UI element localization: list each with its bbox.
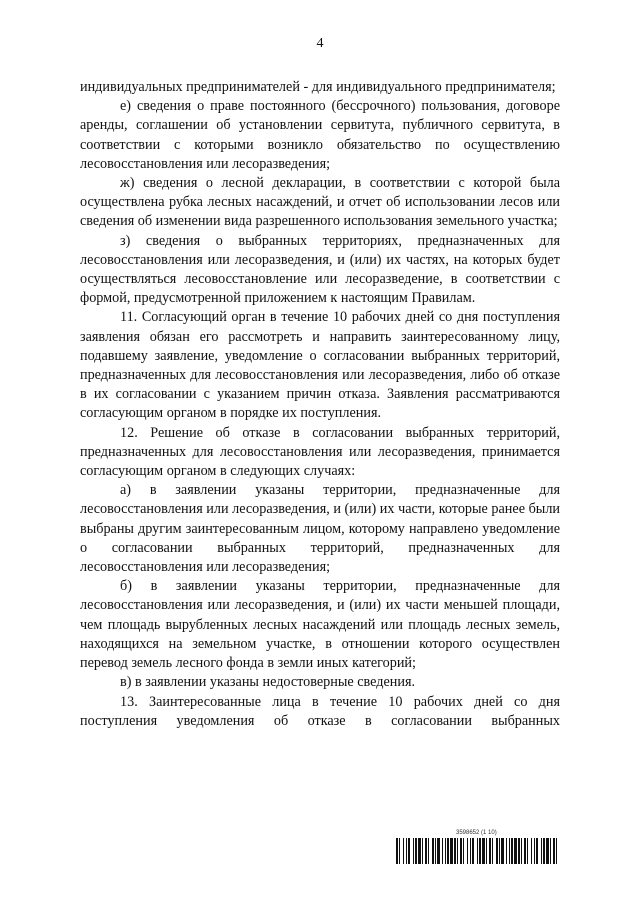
document-body [80, 78, 560, 731]
document-stamp-id: 3598652 (1 10) [456, 830, 497, 836]
paragraph-0: индивидуальных предпринимателей - для индивидуального предпринимателя; [80, 79, 556, 95]
paragraph-1: е) сведения о праве постоянного (бессрочного) пользования, договоре аренды, соглашении об установлении сервитута, публичного сервитута, в соответствии с которыми возникло обязательство по осуществлению лесовосстановления или лесоразведения; [80, 98, 560, 172]
paragraph-2: ж) сведения о лесной декларации, в соответствии с которой была осуществлена рубка лесных насаждений, и отчет об использовании лесов или сведения об изменении вида разрешенного использования земельного участка; [80, 175, 560, 230]
page-number: 4 [316, 36, 324, 51]
barcode-icon [396, 838, 558, 864]
paragraph-7: б) в заявлении указаны территории, предназначенные для лесовосстановления или лесоразведения, и (или) их части меньшей площади, чем площадь вырубленных лесных насаждений или площадь лесных земель, находящихся на земельном участке, в отношении которого осуществлен перевод земель лесного фонда в земли иных категорий; [80, 578, 560, 672]
paragraph-8: в) в заявлении указаны недостоверные сведения. [120, 674, 416, 691]
paragraph-3: з) сведения о выбранных территориях, предназначенных для лесовосстановления или лесоразведения, и (или) их частях, на которых будет осуществляться лесовосстановление или лесоразведение, в соответствии с формой, предусмотренной приложением к настоящим Правилам. [80, 232, 560, 307]
paragraph-6: а) в заявлении указаны территории, предназначенные для лесовосстановления или лесоразведения, и (или) их части, которые ранее были выбраны другим заинтересованным лицом, которому направлено уведомление о согласовании выбранных территорий, предназначенных для лесовосстановления или лесоразведения; [80, 482, 560, 576]
paragraph-9: 13. Заинтересованные лица в течение 10 рабочих дней со дня поступления уведомления об отказе в согласовании выбранных [80, 693, 560, 729]
paragraph-5: 12. Решение об отказе в согласовании выбранных территорий, предназначенных для лесовосстановления или лесоразведения, принимается согласующим органом в следующих случаях: [80, 424, 560, 480]
paragraph-4: 11. Согласующий орган в течение 10 рабочих дней со дня поступления заявления обязан его рассмотреть и направить заинтересованному лицу, подавшему заявление, уведомление о согласовании выбранных территорий, предназначенных для лесовосстановления или лесоразведения, либо об отказе в их согласовании с указанием причин отказа. Заявления рассматриваются согласующим органом в порядке их поступления. [80, 309, 560, 422]
